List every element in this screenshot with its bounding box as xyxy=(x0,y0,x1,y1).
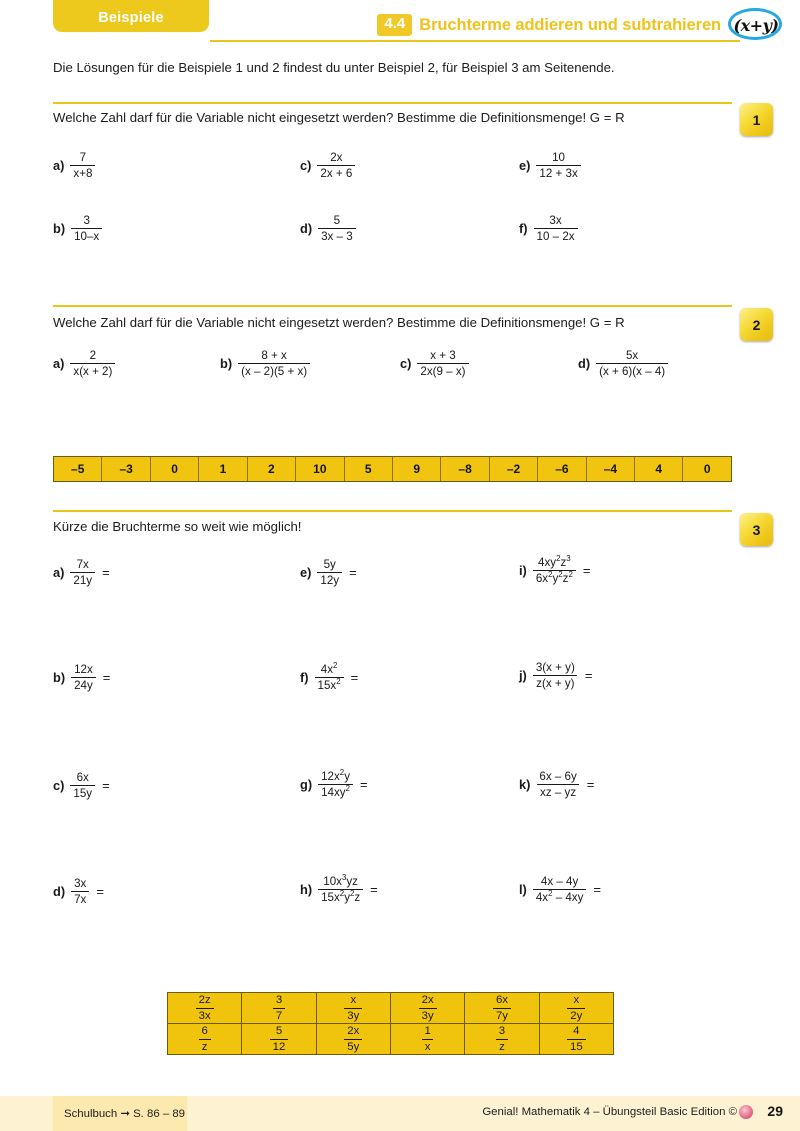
task-1-item-b xyxy=(53,214,102,243)
denominator: $15x^2$ xyxy=(315,677,344,692)
task-3-item-a xyxy=(53,558,110,587)
task-3-item-e xyxy=(300,558,357,587)
fraction xyxy=(317,558,342,587)
fraction xyxy=(71,214,102,243)
fraction xyxy=(71,663,96,692)
task-3-badge: 3 xyxy=(740,513,773,546)
number-cell: 0 xyxy=(151,457,199,481)
task-3-item-h xyxy=(300,875,378,904)
item-label: h) xyxy=(300,881,313,897)
numerator: 5y xyxy=(323,558,336,571)
item-label: c) xyxy=(300,157,312,173)
item-label: k) xyxy=(519,776,531,792)
publisher-logo-icon xyxy=(739,1105,753,1119)
task-1-item-c xyxy=(300,151,355,180)
item-label: a) xyxy=(53,157,65,173)
numerator: 3x xyxy=(74,877,87,890)
denominator: z(x + y) xyxy=(533,675,577,690)
table-row xyxy=(168,1024,614,1055)
equals-sign: = xyxy=(102,669,111,685)
denominator: 15 xyxy=(567,1039,586,1054)
intro-text: Die Lösungen für die Beispiele 1 und 2 findest du unter Beispiel 2, für Beispiel 3 am Seitenende. xyxy=(53,60,615,75)
numerator: 8 + x xyxy=(261,349,287,362)
task-2-item-d xyxy=(578,349,668,378)
denominator: xz – yz xyxy=(537,784,579,799)
task-2-item-b xyxy=(220,349,310,378)
fraction xyxy=(533,661,578,690)
chapter-number: 4.4 xyxy=(377,14,412,36)
numerator: 7x xyxy=(76,558,89,571)
item-label: j) xyxy=(519,667,527,683)
fraction xyxy=(70,558,95,587)
equals-sign: = xyxy=(102,564,110,580)
logo-text: (x+y) xyxy=(733,15,779,35)
page-footer xyxy=(0,1096,800,1131)
task-2-instruction: Welche Zahl darf für die Variable nicht eingesetzt werden? Bestimme die Definitionsmenge! G = R xyxy=(53,315,625,330)
task-3-item-c xyxy=(53,771,110,800)
denominator: 7 xyxy=(273,1008,285,1023)
task-3-item-f xyxy=(300,663,358,692)
task-2-item-c xyxy=(400,349,469,378)
number-cell: 2 xyxy=(248,457,296,481)
fraction xyxy=(71,877,89,906)
numerator: 5 xyxy=(333,214,341,227)
fraction xyxy=(70,151,95,180)
numerator: 2 xyxy=(89,349,97,362)
number-cell: –8 xyxy=(441,457,489,481)
equals-sign: = xyxy=(96,883,104,899)
task-3-item-d xyxy=(53,877,104,906)
denominator: $6x^2y^2z^2$ xyxy=(533,570,576,585)
answer-cell xyxy=(168,993,242,1024)
number-cell: 4 xyxy=(635,457,683,481)
fraction xyxy=(318,875,363,904)
numerator: 5 xyxy=(275,1024,283,1037)
fraction xyxy=(536,151,580,180)
task-1-item-e xyxy=(519,151,581,180)
footer-schulbuch-reference: Schulbuch ➞ S. 86 – 89 xyxy=(64,1108,185,1120)
item-label: e) xyxy=(300,564,312,580)
denominator: 24y xyxy=(71,677,96,692)
denominator: 2y xyxy=(567,1008,585,1023)
numerator: 1 xyxy=(424,1024,431,1037)
denominator: (x – 2)(5 + x) xyxy=(238,363,310,378)
answer-cell xyxy=(390,1024,464,1055)
denominator: 10 – 2x xyxy=(534,228,578,243)
denominator: z xyxy=(199,1039,211,1054)
denominator: z xyxy=(496,1039,508,1054)
page-number: 29 xyxy=(767,1103,783,1119)
fraction xyxy=(317,151,355,180)
numerator: 6x – 6y xyxy=(539,770,577,783)
equals-sign: = xyxy=(359,776,368,792)
fraction xyxy=(70,349,115,378)
answer-cell xyxy=(168,1024,242,1055)
numerator: 3(x + y) xyxy=(535,661,575,674)
table-row xyxy=(168,993,614,1024)
equals-sign: = xyxy=(593,881,601,897)
number-cell: 0 xyxy=(703,462,711,476)
denominator: $4x^2 - 4xy$ xyxy=(533,889,587,904)
task-3-rule xyxy=(53,510,732,512)
denominator: 3y xyxy=(344,1008,362,1023)
numerator: 3x xyxy=(549,214,562,227)
fraction xyxy=(238,349,310,378)
fraction xyxy=(417,349,468,378)
denominator: $15x^2y^2z$ xyxy=(318,889,363,904)
number-cell: –3 xyxy=(102,457,150,481)
denominator: 12 xyxy=(270,1039,289,1054)
brand-logo-icon xyxy=(728,8,784,42)
task-2-rule xyxy=(53,305,732,307)
fraction xyxy=(318,214,356,243)
task-1-instruction: Welche Zahl darf für die Variable nicht eingesetzt werden? Bestimme die Definitionsmenge! G = R xyxy=(53,110,625,125)
chapter-title: Bruchterme addieren und subtrahieren xyxy=(419,15,721,34)
tab-beispiele[interactable]: Beispiele xyxy=(53,0,209,32)
numerator: 2x xyxy=(347,1024,360,1037)
number-cell: –2 xyxy=(490,457,538,481)
answer-cell xyxy=(316,1024,390,1055)
item-label: f) xyxy=(519,220,528,236)
task-3-instruction: Kürze die Bruchterme so weit wie möglich! xyxy=(53,519,302,534)
numerator: 6 xyxy=(201,1024,208,1037)
fraction xyxy=(318,770,353,799)
equals-sign: = xyxy=(102,777,110,793)
numerator: 4 xyxy=(573,1024,580,1037)
numerator: x xyxy=(573,993,580,1006)
fraction xyxy=(596,349,668,378)
answer-cell xyxy=(316,993,390,1024)
numerator: 10 xyxy=(552,151,566,164)
denominator: 2x(9 – x) xyxy=(417,363,468,378)
denominator: 3x – 3 xyxy=(318,228,356,243)
item-label: a) xyxy=(53,355,65,371)
fraction xyxy=(315,663,344,692)
denominator: x(x + 2) xyxy=(70,363,115,378)
denominator: 12y xyxy=(317,572,342,587)
task-1-item-f xyxy=(519,214,578,243)
page-header xyxy=(0,0,800,47)
answer-cell xyxy=(465,993,539,1024)
denominator: 12 + 3x xyxy=(536,165,580,180)
item-label: a) xyxy=(53,564,65,580)
task-1-rule xyxy=(53,102,732,104)
numerator: 3 xyxy=(275,993,283,1006)
answer-cell xyxy=(539,993,613,1024)
equals-sign: = xyxy=(349,564,357,580)
denominator: (x + 6)(x – 4) xyxy=(596,363,668,378)
answer-cell xyxy=(539,1024,613,1055)
number-cell: 10 xyxy=(296,457,344,481)
numerator: x + 3 xyxy=(430,349,456,362)
number-cell: –4 xyxy=(587,457,635,481)
item-label: f) xyxy=(300,669,309,685)
numerator: 5x xyxy=(625,349,639,362)
task-1-item-a xyxy=(53,151,95,180)
item-label: d) xyxy=(578,355,591,371)
numerator: 2z xyxy=(198,993,211,1006)
task-3-item-j xyxy=(519,661,592,690)
equals-sign: = xyxy=(350,669,359,685)
numerator: 7 xyxy=(79,151,87,164)
item-label: g) xyxy=(300,776,313,792)
denominator: 10–x xyxy=(71,228,102,243)
task-1-badge: 1 xyxy=(740,103,773,136)
task-2-item-a xyxy=(53,349,115,378)
item-label: i) xyxy=(519,562,527,578)
denominator: 7y xyxy=(493,1008,511,1023)
numerator: 4x – 4y xyxy=(540,875,579,888)
denominator: 2x + 6 xyxy=(317,165,355,180)
task-3-item-b xyxy=(53,663,110,692)
fraction xyxy=(70,771,95,800)
equals-sign: = xyxy=(586,776,595,792)
equals-sign: = xyxy=(584,667,593,683)
numerator: 6x xyxy=(495,993,508,1006)
task-3-item-g xyxy=(300,770,368,799)
numerator: x xyxy=(350,993,357,1006)
task-2-badge: 2 xyxy=(740,308,773,341)
denominator: x+8 xyxy=(70,165,95,180)
fraction xyxy=(536,770,579,799)
denominator: x xyxy=(422,1039,434,1054)
answer-cell xyxy=(465,1024,539,1055)
task-3-item-l xyxy=(519,875,601,904)
numerator: $10x^3yz$ xyxy=(323,873,358,888)
denominator: $14xy^2$ xyxy=(318,784,353,799)
numerator: 2x xyxy=(421,993,434,1006)
numerator: 6x xyxy=(76,771,89,784)
equals-sign: = xyxy=(582,562,591,578)
footer-copyright: Genial! Mathematik 4 – Übungsteil Basic Edition © xyxy=(482,1106,737,1118)
task-3-item-i xyxy=(519,556,590,585)
number-cell: –6 xyxy=(538,457,586,481)
chapter-heading xyxy=(377,8,784,42)
numerator: $4xy^2z^3$ xyxy=(538,554,571,569)
task-3-item-k xyxy=(519,770,594,799)
numerator: $12x^2y$ xyxy=(321,768,350,783)
item-label: b) xyxy=(53,669,66,685)
number-cell: 1 xyxy=(199,457,247,481)
item-label: e) xyxy=(519,157,531,173)
number-cell: –5 xyxy=(54,457,102,481)
answer-cell xyxy=(390,993,464,1024)
numerator: 3 xyxy=(83,214,90,227)
item-label: l) xyxy=(519,881,527,897)
denominator: 5y xyxy=(344,1039,362,1054)
number-cell: 9 xyxy=(393,457,441,481)
answer-number-strip xyxy=(53,456,732,482)
item-label: c) xyxy=(53,777,65,793)
denominator: 7x xyxy=(71,891,89,906)
answer-cell xyxy=(242,1024,316,1055)
fraction xyxy=(534,214,578,243)
equals-sign: = xyxy=(370,881,378,897)
item-label: c) xyxy=(400,355,412,371)
fraction xyxy=(533,875,587,904)
denominator: 3x xyxy=(196,1008,214,1023)
answer-fraction-table xyxy=(167,992,614,1055)
denominator: 21y xyxy=(70,572,95,587)
fraction xyxy=(533,556,576,585)
item-label: d) xyxy=(53,883,66,899)
item-label: b) xyxy=(220,355,233,371)
item-label: b) xyxy=(53,220,66,236)
numerator: 2x xyxy=(330,151,343,164)
answer-cell xyxy=(242,993,316,1024)
numerator: $4x^2$ xyxy=(320,661,338,676)
denominator: 3y xyxy=(419,1008,437,1023)
denominator: 15y xyxy=(70,785,95,800)
numerator: 3 xyxy=(498,1024,506,1037)
task-1-item-d xyxy=(300,214,356,243)
numerator: 12x xyxy=(74,663,93,676)
number-cell: 5 xyxy=(345,457,393,481)
item-label: d) xyxy=(300,220,313,236)
